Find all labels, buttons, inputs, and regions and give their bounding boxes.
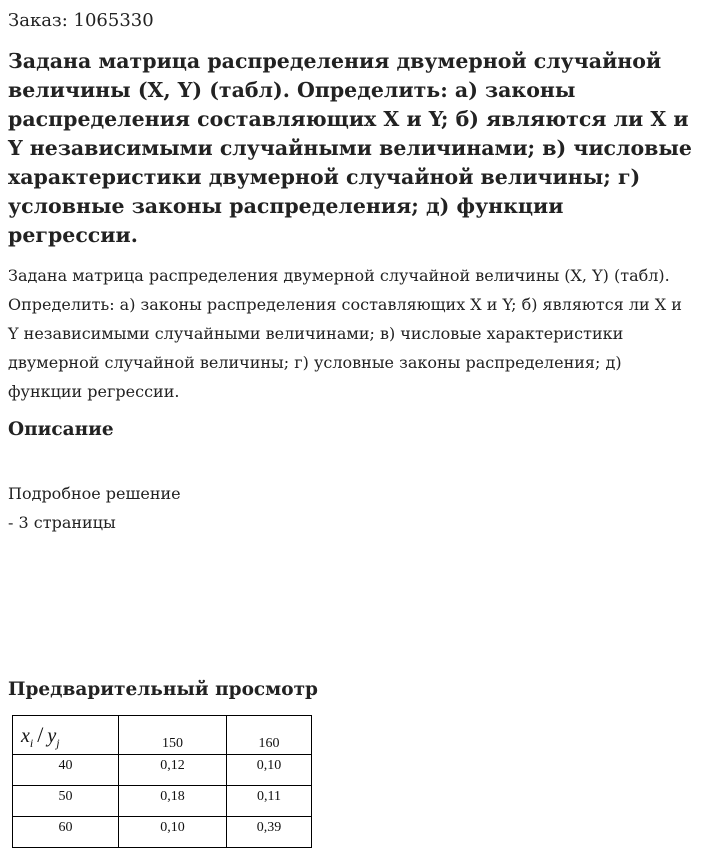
table-row (13, 786, 312, 817)
solution-details (8, 479, 181, 537)
row-header: 50 (13, 786, 119, 817)
row-header: 60 (13, 817, 119, 848)
detail-pages: - 3 страницы (8, 513, 116, 532)
distribution-table (12, 715, 312, 848)
column-header: 160 (227, 716, 312, 755)
row-header: 40 (13, 755, 119, 786)
table-cell: 0,11 (227, 786, 312, 817)
table-cell: 0,12 (119, 755, 227, 786)
corner-cell (13, 716, 119, 755)
description-heading: Описание (8, 419, 114, 440)
table-row (13, 755, 312, 786)
table-header-row (13, 716, 312, 755)
column-header: 150 (119, 716, 227, 755)
order-number: Заказ: 1065330 (8, 10, 154, 31)
table-cell: 0,18 (119, 786, 227, 817)
table-cell: 0,39 (227, 817, 312, 848)
preview-image (12, 715, 312, 848)
table-cell: 0,10 (227, 755, 312, 786)
table-row (13, 817, 312, 848)
table-cell: 0,10 (119, 817, 227, 848)
detail-solution: Подробное решение (8, 484, 181, 503)
page-title: Задана матрица распределения двумерной случайной величины (X, Y) (табл). Определить: а) законы распределения составляющих X и Y; б) являются ли X и Y независимыми случайными величинами; в) числовые характеристики двумерной случайной величины; г) условные законы распределения; д) функции регрессии. (8, 49, 692, 247)
task-description: Задана матрица распределения двумерной случайной величины (X, Y) (табл). Определить: а) законы распределения составляющих X и Y; б) являются ли X и Y независимыми случайными величинами; в) числовые характеристики двумерной случайной величины; г) условные законы распределения; д) функции регрессии. (8, 266, 682, 401)
corner-label: $x_i / y_j$ (21, 722, 60, 750)
preview-heading: Предварительный просмотр (8, 679, 318, 700)
